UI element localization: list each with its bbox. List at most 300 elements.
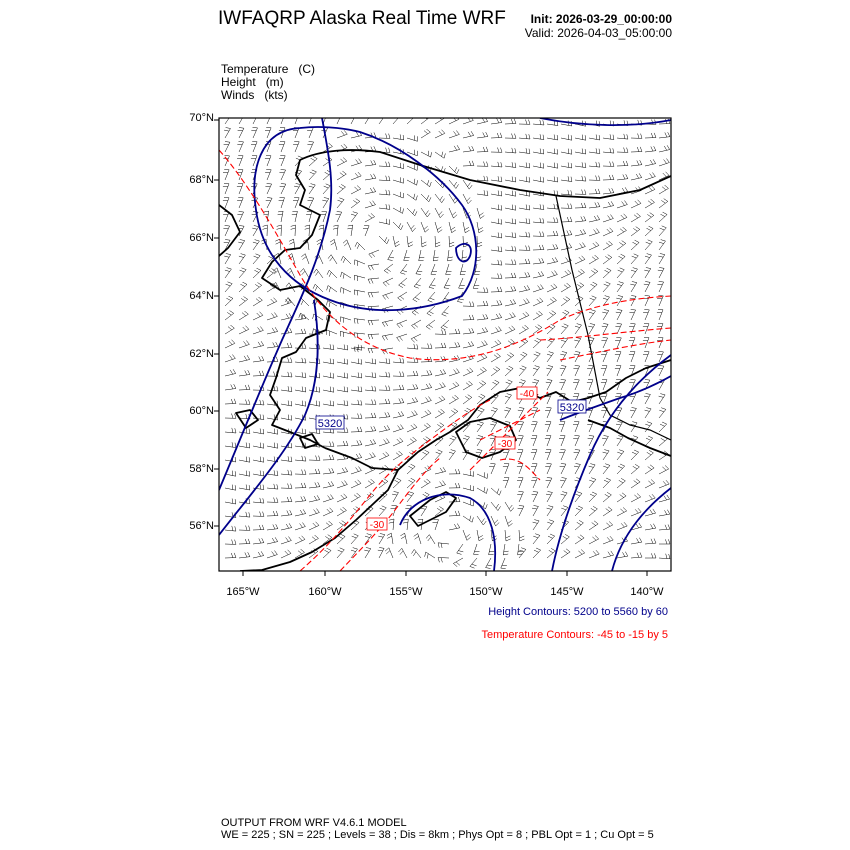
wind-barb — [319, 225, 324, 236]
wind-barb — [327, 286, 337, 293]
wind-barb — [489, 464, 495, 475]
wind-barb — [616, 422, 622, 433]
wind-barb — [379, 372, 390, 377]
wind-barb — [295, 401, 306, 407]
wind-barb — [561, 324, 568, 334]
wind-barb — [589, 506, 597, 516]
wind-barb — [659, 408, 666, 418]
wind-barb — [239, 297, 248, 307]
wind-barb — [393, 222, 403, 230]
wind-barb — [505, 516, 513, 526]
wind-barb — [477, 190, 488, 195]
wind-barb — [421, 344, 432, 349]
wind-barb — [263, 225, 268, 236]
wind-barb — [449, 222, 456, 233]
wind-barb — [630, 296, 636, 307]
wind-barb — [253, 341, 264, 348]
wind-barb — [589, 176, 600, 181]
wind-barb — [659, 394, 666, 404]
wind-barb — [589, 162, 600, 167]
wind-barb — [267, 524, 278, 530]
wind-barb — [252, 226, 258, 237]
wind-barb — [337, 359, 348, 365]
wind-barb — [449, 469, 460, 474]
wind-barb — [659, 145, 670, 152]
wind-barb — [505, 191, 516, 197]
wind-barb — [589, 464, 596, 474]
wind-barb — [309, 456, 320, 461]
wind-barb — [477, 487, 488, 493]
wind-barb — [421, 450, 429, 460]
wind-barb — [225, 369, 236, 376]
wind-barb — [421, 410, 431, 418]
wind-barb — [267, 511, 278, 516]
wind-barb — [519, 205, 530, 211]
wind-barb — [603, 268, 611, 278]
wind-barb — [658, 366, 664, 377]
wind-barb — [659, 226, 666, 236]
wind-barb — [414, 534, 421, 545]
wind-barb — [281, 386, 292, 391]
wind-barb — [617, 450, 624, 460]
wind-barb — [473, 278, 479, 288]
wind-barb — [657, 338, 663, 349]
wind-barb — [267, 327, 278, 334]
wind-barb — [463, 381, 473, 390]
wind-barb — [291, 225, 296, 236]
wind-barb — [449, 131, 459, 139]
wind-barb — [561, 190, 572, 195]
wind-barb — [421, 151, 432, 157]
wind-barb — [239, 539, 250, 544]
wind-barb — [617, 507, 627, 516]
wind-barb — [587, 422, 593, 433]
wind-barb — [365, 359, 376, 365]
wind-barb — [449, 450, 456, 460]
wind-barb — [603, 551, 614, 558]
wind-barb — [337, 184, 346, 194]
wind-barb — [470, 558, 477, 568]
model-output-line: OUTPUT FROM WRF V4.6.1 MODEL — [221, 817, 407, 829]
wind-barb — [519, 218, 530, 223]
wind-barb — [323, 508, 333, 516]
wind-barb — [309, 522, 319, 530]
wind-barb — [617, 241, 626, 250]
wind-barb — [659, 465, 669, 474]
wind-barb — [364, 114, 370, 125]
wind-barb — [617, 254, 625, 264]
wind-barb — [589, 296, 596, 306]
wind-barb — [365, 400, 376, 405]
wind-barb — [407, 384, 418, 390]
wind-barb — [225, 540, 236, 545]
wind-barb — [477, 132, 488, 138]
wind-barb — [645, 494, 655, 502]
wind-barb — [491, 380, 499, 390]
wind-barb — [393, 236, 400, 247]
wind-barb — [267, 342, 278, 348]
wind-barb — [505, 260, 516, 265]
wind-barb — [631, 553, 642, 559]
wind-barb — [644, 282, 650, 293]
wind-barb — [617, 436, 624, 446]
wind-barb — [281, 343, 292, 348]
wind-barb — [295, 483, 306, 488]
wind-barb — [491, 353, 501, 362]
wind-barb — [295, 387, 306, 393]
wind-barb — [533, 245, 544, 250]
wind-barb — [463, 500, 474, 506]
wind-barb — [603, 148, 614, 153]
wind-barb — [448, 250, 453, 261]
wind-barb — [589, 535, 599, 544]
wind-barb — [337, 171, 346, 180]
wind-barb — [617, 522, 627, 530]
wind-barb — [505, 380, 512, 390]
wind-barb — [281, 415, 292, 421]
wind-barb — [463, 315, 474, 320]
wind-barb — [438, 558, 449, 563]
wind-barb — [225, 414, 236, 419]
wind-barb — [365, 413, 376, 418]
wind-barb — [533, 204, 544, 209]
wind-barb — [559, 380, 565, 391]
wind-barb — [505, 148, 516, 153]
wind-barb — [225, 340, 235, 348]
wind-barb — [533, 271, 544, 278]
wind-barb — [603, 241, 613, 250]
wind-barb — [341, 317, 352, 323]
wind-barb — [239, 457, 250, 463]
wind-barb — [351, 199, 360, 208]
wind-barb — [617, 464, 625, 474]
wind-barb — [505, 232, 516, 237]
wind-barb — [309, 509, 319, 517]
wind-barb — [379, 162, 390, 167]
wind-barb — [589, 269, 598, 278]
wind-barb — [533, 366, 540, 376]
wind-barb — [337, 130, 347, 138]
wind-barb — [225, 268, 232, 278]
wind-barb — [491, 313, 502, 320]
wind-barb — [533, 232, 544, 237]
wind-barb — [239, 355, 250, 362]
wind-barb — [603, 464, 610, 474]
wind-barb — [407, 424, 417, 432]
wind-barb — [629, 324, 635, 335]
wind-barb — [589, 478, 596, 488]
temp-label-1: -40 — [519, 389, 535, 400]
wind-barb — [631, 213, 641, 222]
wind-barb — [517, 464, 523, 475]
wind-barb — [505, 205, 516, 211]
wind-barb — [281, 537, 291, 545]
wind-barb — [407, 208, 417, 216]
wind-barb — [645, 436, 653, 446]
wind-barb — [602, 310, 609, 321]
wind-barb — [503, 478, 509, 489]
wind-barb — [421, 383, 432, 390]
wind-barb — [278, 211, 284, 222]
wind-barb — [379, 204, 390, 209]
wind-barb — [589, 148, 600, 153]
wind-barb — [407, 464, 415, 474]
wind-barb — [379, 399, 390, 404]
wind-barb — [267, 298, 277, 306]
wind-barb — [238, 240, 244, 251]
wind-barb — [323, 373, 334, 379]
wind-barb — [295, 470, 306, 475]
wind-barb — [491, 260, 502, 265]
coastline — [219, 150, 671, 571]
temperature-contours — [219, 150, 671, 571]
wind-barb — [629, 352, 635, 363]
wind-barb — [602, 436, 608, 447]
wind-barb — [425, 552, 435, 559]
wind-barb — [477, 327, 488, 334]
wind-barb — [491, 274, 502, 279]
wind-barb — [351, 427, 362, 432]
wind-barb — [305, 225, 310, 236]
wind-barb — [589, 310, 596, 320]
wind-barb — [379, 506, 386, 516]
wind-barb — [533, 177, 544, 183]
wind-barb — [323, 481, 334, 488]
wind-barb — [328, 255, 337, 264]
wind-barb — [225, 442, 236, 447]
wind-barb — [645, 465, 654, 474]
wind-barb — [547, 534, 555, 544]
height-label-1: 5320 — [317, 418, 343, 430]
wind-barb — [575, 324, 582, 334]
wind-barb — [531, 464, 537, 475]
wind-barb — [589, 135, 600, 141]
lat-label-70: 70°N — [189, 112, 214, 124]
wind-barb — [421, 423, 431, 432]
wind-barb — [354, 319, 365, 324]
wind-barb — [237, 170, 243, 181]
wind-barb — [351, 172, 361, 180]
wind-barb — [449, 145, 460, 152]
wind-barb — [491, 246, 502, 251]
wind-barb — [575, 535, 584, 544]
wind-barb — [322, 198, 329, 209]
wind-barb — [267, 537, 278, 544]
wind-barb — [602, 324, 608, 335]
wind-barb — [237, 198, 243, 209]
wind-barb — [546, 366, 553, 377]
wind-barb — [491, 205, 502, 211]
wind-barb — [588, 324, 595, 335]
wind-barb — [547, 284, 557, 292]
wind-barb — [659, 510, 670, 516]
wind-barb — [477, 314, 488, 320]
wind-barb — [575, 216, 586, 222]
wind-barb — [435, 467, 446, 474]
wind-barb — [575, 229, 586, 236]
wind-barb — [327, 270, 337, 278]
wind-barb — [253, 551, 264, 558]
wind-barb — [631, 160, 642, 166]
wind-barb — [413, 292, 421, 302]
wind-barb — [350, 114, 356, 125]
wind-barb — [589, 521, 598, 530]
wind-barb — [351, 359, 362, 365]
wind-barb — [559, 422, 565, 433]
wind-barb — [393, 163, 404, 169]
wind-barb — [477, 530, 483, 541]
wind-barb — [309, 358, 320, 363]
wind-barb — [491, 162, 502, 167]
wind-barb — [531, 450, 537, 461]
wind-barb — [383, 292, 393, 300]
wind-barb — [449, 483, 460, 488]
wind-barb — [239, 370, 250, 376]
wind-barb — [444, 278, 450, 289]
wind-barb — [237, 184, 243, 195]
lat-label-56: 56°N — [189, 520, 214, 532]
wind-barb — [309, 469, 320, 474]
wind-barb — [281, 510, 292, 516]
wind-barb — [575, 520, 583, 530]
wind-barb — [379, 439, 389, 447]
wind-barb — [631, 268, 638, 278]
wind-barb — [435, 194, 445, 203]
height-label-2: 5320 — [559, 402, 585, 414]
height-contour-legend: Height Contours: 5200 to 5560 by 60 — [488, 606, 668, 618]
wind-barb — [293, 198, 299, 209]
wind-barb — [414, 278, 421, 288]
wind-barb — [657, 310, 663, 321]
wind-barb — [407, 344, 418, 349]
wind-barb — [477, 236, 482, 247]
wind-barb — [547, 548, 555, 558]
wind-barb — [337, 467, 348, 474]
wind-barb — [337, 387, 348, 393]
wind-barb — [309, 535, 319, 544]
wind-barb — [561, 163, 572, 169]
wind-barb — [617, 201, 627, 209]
wind-barb — [428, 292, 435, 302]
init-time: Init: 2026-03-29_00:00:00 — [530, 12, 672, 26]
wind-barb — [645, 240, 652, 250]
wind-barb — [224, 254, 230, 265]
wind-barb — [411, 334, 421, 342]
wind-barb — [477, 176, 488, 181]
wind-barb — [416, 264, 422, 275]
wind-barb — [603, 536, 613, 544]
wind-barb — [617, 268, 624, 278]
wind-barb — [393, 134, 404, 140]
wind-barb — [337, 507, 347, 516]
wind-barb — [313, 284, 323, 292]
wind-barb — [398, 292, 407, 301]
wind-barb — [253, 371, 264, 376]
wind-barb — [491, 408, 498, 418]
wind-barb — [491, 118, 502, 124]
wind-barb — [224, 128, 230, 139]
wind-barb — [644, 394, 650, 405]
model-settings-line: WE = 225 ; SN = 225 ; Levels = 38 ; Dis = 8km ; Phys Opt = 8 ; PBL Opt = 1 ; Cu Opt = 5 — [221, 829, 654, 841]
wind-barb — [393, 358, 404, 363]
wind-barb — [379, 412, 390, 418]
wind-barb — [435, 383, 445, 391]
wind-barb — [477, 422, 484, 432]
wind-barb — [365, 201, 376, 208]
wind-barb — [323, 359, 334, 365]
wind-barb — [519, 148, 530, 153]
wind-barb — [533, 218, 544, 223]
wind-barb — [463, 368, 473, 376]
wind-barb — [295, 523, 305, 531]
wind-barb — [474, 544, 480, 554]
lat-label-62: 62°N — [189, 348, 214, 360]
wind-barb — [335, 114, 341, 125]
wind-barb — [574, 464, 580, 475]
wind-barb — [365, 372, 376, 377]
wind-barb — [351, 507, 360, 516]
wind-barb — [351, 386, 362, 391]
wind-barb — [354, 275, 365, 281]
wind-barb — [645, 199, 655, 208]
wind-barb — [435, 152, 445, 159]
wind-barb — [313, 314, 323, 321]
wind-barb — [477, 516, 486, 525]
wind-barb — [659, 159, 669, 167]
wind-barb — [505, 502, 514, 511]
wind-barb — [225, 114, 232, 124]
wind-barb — [253, 240, 260, 250]
wind-barb — [463, 328, 474, 334]
wind-barb — [239, 385, 250, 390]
wind-barb — [237, 156, 243, 167]
wind-barb — [617, 493, 626, 502]
wind-barb — [323, 184, 330, 194]
wind-barb — [547, 506, 554, 516]
wind-barb — [281, 372, 292, 377]
wind-barb — [659, 554, 670, 559]
wind-barb — [603, 134, 614, 139]
wind-barb — [225, 553, 236, 558]
wind-barb — [225, 311, 234, 321]
wind-barb — [575, 162, 586, 167]
wind-barb — [351, 186, 361, 195]
wind-barb — [323, 387, 334, 393]
wind-barb — [505, 246, 516, 251]
wind-barb — [239, 485, 250, 491]
wind-barb — [547, 297, 557, 306]
wind-barb — [239, 254, 246, 264]
wind-barb — [365, 386, 376, 391]
wind-barb — [351, 440, 362, 446]
wind-barb — [533, 520, 540, 530]
wind-barb — [307, 128, 313, 139]
wind-barb — [427, 306, 435, 316]
wind-barb — [449, 369, 459, 377]
wind-barb — [295, 358, 306, 363]
lon-label-140: 140°W — [630, 586, 664, 598]
wind-barb — [645, 146, 656, 152]
wind-barb — [281, 313, 292, 320]
wind-barb — [449, 116, 459, 124]
wind-barb — [460, 264, 466, 275]
wind-barb — [477, 288, 488, 293]
wind-barb — [421, 115, 430, 125]
wind-barb — [279, 114, 285, 125]
wind-barb — [547, 163, 558, 169]
wind-barb — [279, 198, 285, 208]
wind-barb — [533, 298, 543, 306]
